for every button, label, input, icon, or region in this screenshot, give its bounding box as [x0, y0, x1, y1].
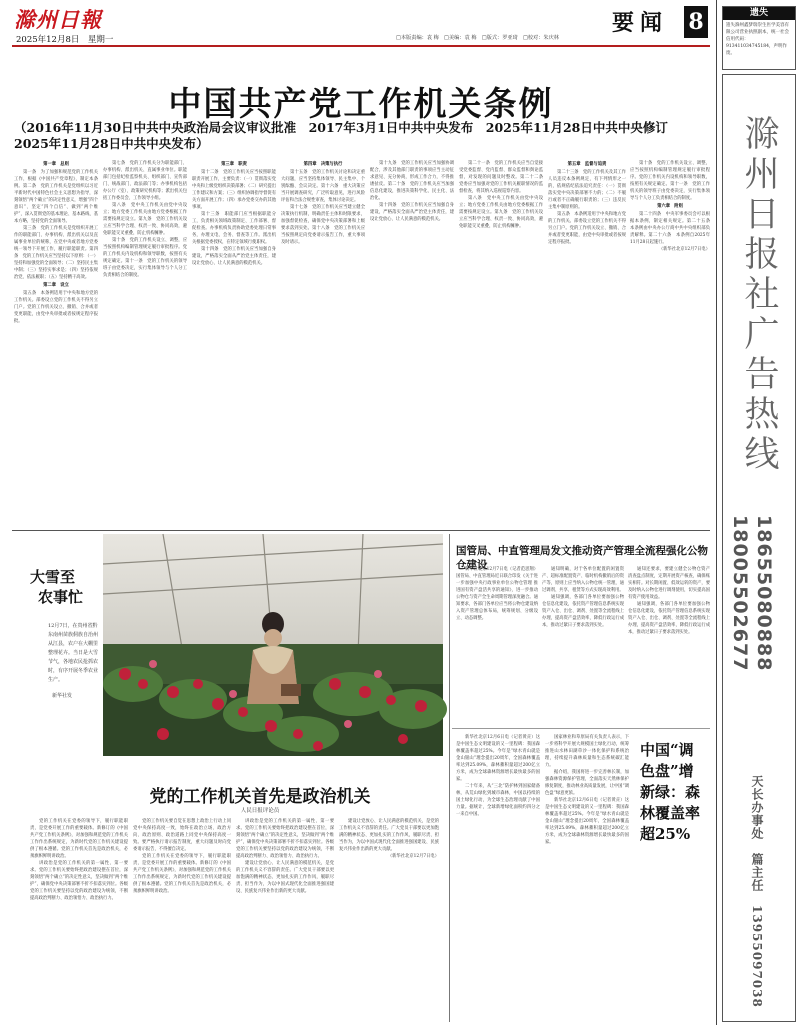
main-col-3	[192, 160, 276, 528]
article-text: 第十四条 党的工作机关应当加强自身建设，严格落实全面从严治党主体责任，建设让党放心、让人民满意的模范机关。	[370, 203, 454, 222]
right-col-divider	[449, 534, 450, 1022]
chapter-heading: 第四章 决策与执行	[303, 162, 343, 167]
article-text: 党的工作机关在党委的领导下，履行职能职责，是党委开展工作的重要载体。新修订的《中国共产党工作机关条例》，对加强和规范党的工作机关工作作出系统规定，为新时代党的工作机关建设提供了根本遵循。党的工作机关首先是政治机关，必须旗帜鲜明讲政治。	[30, 819, 128, 859]
article-text: 第十四条 党的工作机关应当加强自身建设，严格落实全面从严治党主体责任，建设让党放心、让人民满意的模范机关。	[192, 247, 276, 266]
article-text: 新华社北京12月7日电（记者范思翔）国管局、中直管理局近日联合印发《关于进一步加强中央行政事业单位公物仓管理 推进国有资产盘活共享的通知》，进一步推动公物仓与资产全生命周期管理深度融合。通知要求，各部门各单位应当将公物仓建设纳入资产管理总体布局，统筹规划、分级设立、动态调整。	[456, 567, 538, 621]
phone-number-2: 18005502677	[729, 515, 751, 672]
article-text: 第十九条 党的工作机关应当加强协调配合，涉及其他部门职责的事项应当主动征求意见、充分协商，形成工作合力，不得推诿扯皮。第二十条 党的工作机关应当加强信息化建设，推进决策科学化、民主化、法治化。	[370, 161, 454, 201]
article-text: 第一条 为了加强和规范党的工作机关工作，根据《中国共产党章程》，制定本条例。第二条 党的工作机关是党组织以习近平新时代中国特色社会主义思想为指导，深刻领悟“两个确立”的决定性意义，增强“四个意识”、坚定“四个自信”、做到“两个维护”，深入贯彻党的基本理论、基本路线、基本方略，坚持党的全面领导。	[14, 170, 98, 224]
article-text: 第五条 本条例适用于中央和地方党的工作机关。部委设立党的工作机关不得另立门户。党的工作机关设立、撤销、合并或者变更职能，由党中央审批或者按规定程序报批。	[14, 291, 98, 324]
article-text: 第十五条 党的工作机关讨论和决定重大问题，应当坚持集体领导、民主集中、个别酝酿、会议决定。第十六条 重大决策应当开展调查研究，广泛听取意见，进行风险评估和合法合规性审查，集体讨论决定。	[281, 170, 365, 203]
article-text: 通知强调，各部门各单位要加强公物仓信息化建设，依托资产管理信息系统实现资产入仓、出仓、调剂、处置等全流程线上办理，提高资产盘活效率，降低行政运行成本，推动过紧日子要求落到实处。	[628, 602, 710, 635]
source-line: （新华社北京12月7日电）	[387, 854, 439, 859]
section-name: 要闻	[612, 10, 669, 36]
article-text: 第五条 本条例适用于中央和地方党的工作机关。部委设立党的工作机关不得另立门户。党的工作机关设立、撤销、合并或者变更职能，由党中央审批或者按规定程序报批。	[548, 212, 626, 245]
masthead-rule	[12, 45, 710, 47]
forest-title: 中国“调色盘”增新绿：森林覆盖率超25%	[640, 741, 701, 843]
article-text: 第三条 党的工作机关是党组织开展工作的职能部门、办事机构、派出机关以及直属事业单位的统称，在党中央或者地方党委统一领导下开展工作，履行职能职责。第四条 党的工作机关应当坚持以下原则：（一）坚持和加强党的全面领导；（二）坚持民主集中制；（三）坚持实事求是；（四）坚持依规治党、依法履职；（五）坚持精干高效。	[14, 226, 98, 280]
date-line: 2025年12月8日 星期一	[16, 35, 114, 45]
politics-col-1	[30, 818, 128, 1020]
article-text: 建设让党放心、让人民满意的模范机关，是党的工作机关义不容辞的责任。广大党员干部要以更加饱满的精神状态、更加扎实的工作作风，履职尽责、担当作为，为以中国式现代化全面推进强国建设、民族复兴伟业作出新的更大贡献。	[339, 819, 439, 852]
chapter-heading: 第一章 总则	[43, 162, 69, 167]
forest-col-1	[456, 734, 540, 1022]
ndrc-col-2	[542, 566, 624, 724]
politics-col-2	[133, 818, 231, 1020]
greenhouse-flowers-photo	[103, 534, 443, 756]
main-col-6	[459, 160, 548, 528]
main-col-7	[548, 160, 626, 528]
photo-heading-1: 大雪至	[30, 568, 76, 586]
article-text: 新华社北京12月6日电（记者黄垚）这是中国生态文明建设的又一里程碑：我国森林覆盖率超过25%。今年是“绿水青山就是金山银山”理念提出20周年，全国森林覆盖率达到25.09%，森林蓄积量超过200亿立方米，成为全球森林资源增长最快最多的国家。	[545, 798, 629, 845]
article-text: 第十七条 党的工作机关应当建立健全决策执行机制，明确责任主体和时限要求，加强督促检查，确保党中央决策部署和上级要求落到实处。第十八条 党的工作机关应当按照规定向党委请示报告工作，重大事项及时请示。	[281, 205, 365, 245]
photo-caption: 12月7日，在贵州省黔东南州苗族侗族自治州从江县，农户在大棚里整理花卉。当日是大雪节气，各地农民抢抓农时，有序开展冬季农业生产。	[48, 623, 99, 683]
ad-box	[722, 74, 796, 1022]
office-label: 天长办事处 篇主任 13955097038	[750, 775, 764, 1008]
article-text: 讲政治是党的工作机关的第一属性、第一要求。党的工作机关要始终把政治建设摆在首位，深刻领悟“两个确立”的决定性意义，坚决做到“两个维护”，确保党中央决策部署不折不扣落实到位。各级党的工作机关要坚持以党的政治建设为统领，不断提高政治判断力、政治领悟力、政治执行力。	[30, 861, 128, 901]
chapter-heading: 第二章 设立	[43, 283, 69, 288]
source-line: （新华社北京12月7日电）	[658, 247, 710, 252]
article-text: 新华社北京12月6日电（记者黄垚）这是中国生态文明建设的又一里程碑：我国森林覆盖率超过25%。今年是“绿水青山就是金山银山”理念提出20周年，全国森林覆盖率达到25.09%，森林蓄积量超过200亿立方米，成为全球森林资源增长最快最多的国家。	[456, 735, 540, 782]
main-col-8	[630, 160, 715, 528]
photo-credit: 新华社发	[52, 693, 73, 699]
article-text: 党的工作机关在党委的领导下，履行职能职责，是党委开展工作的重要载体。新修订的《中国共产党工作机关条例》，对加强和规范党的工作机关工作作出系统规定，为新时代党的工作机关建设提供了根本遵循。党的工作机关首先是政治机关，必须旗帜鲜明讲政治。	[133, 854, 231, 894]
ad-title: 滁州日报社广告热线	[739, 115, 779, 475]
paper-logo	[14, 4, 124, 32]
article-text: 通知强调，各部门各单位要加强公物仓信息化建设，依托资产管理信息系统实现资产入仓、出仓、调剂、处置等全流程线上办理，提高资产盘活效率，降低行政运行成本，推动过紧日子要求落到实处。	[542, 595, 624, 628]
news-photo	[103, 534, 443, 756]
forest-col-2	[545, 734, 629, 1022]
article-text: 第二十四条 中央军事委员会可以根据本条例，制定相关规定。第二十五条 本条例由中央办公厅商中共中央组织部负责解释。第二十六条 本条例自2025年11月28日起施行。	[630, 212, 715, 245]
lost-notice-box	[722, 6, 796, 70]
article-text: 二十年来，从“三北”防护林到国家储备林，从荒山绿化到城市森林，中国以持续的国土绿化行动，为全球生态治理贡献了中国力量。据统计，全球新增绿化面积约四分之一来自中国。	[456, 784, 540, 817]
article-text: 通知还要求，要建立健全公物仓资产清查盘点制度，定期开展资产核查，确保账实相符。对长期闲置、低效运转的资产，要及时纳入公物仓进行调剂使用，切实提高国有资产使用效益。	[628, 567, 710, 600]
paper-name: 滁州日報	[14, 7, 102, 32]
article-text: 第七条 党的工作机关分为职能部门、办事机构、派出机关、直属事业单位。职能部门包括纪检监察机关、组织部门、宣传部门、统战部门、政法部门等；办事机构包括办公厅（室）、政策研究机构等；派出机关包括工作委员会、工作领导小组。	[103, 161, 187, 201]
article-text: 通知明确，对于各单位配置的闲置资产、超标准配置资产、临时机构撤销后的资产等，原则上应当纳入公物仓统一管理，通过调剂、共享、租赁等方式实现高效利用。	[542, 567, 624, 593]
meta-line: □本版责编：袁 梅 □美编：袁 梅 □版式：罗亚琦 □校对：朱庆林	[396, 35, 559, 41]
page-number: 8	[688, 9, 704, 35]
article-text: 讲政治是党的工作机关的第一属性、第一要求。党的工作机关要始终把政治建设摆在首位，深刻领悟“两个确立”的决定性意义，坚决做到“两个维护”，确保党中央决策部署不折不扣落实到位。各级党的工作机关要坚持以党的政治建设为统领，不断提高政治判断力、政治领悟力、政治执行力。	[236, 819, 334, 859]
article-text: 第十三条 职能部门应当根据职能分工，负责相关领域政策制定、工作部署、督促检查。办事机构负责协助党委处理日常事务，办理文电、会务、督查等工作。派出机关根据党委授权，在特定领域行使职权。	[192, 212, 276, 245]
photo-heading-2: 农事忙	[38, 588, 84, 606]
main-title: 中国共产党工作机关条例	[168, 84, 554, 123]
main-col-2	[103, 160, 187, 528]
lost-text: 遗失滁州鑫梦瑞崇生医学美容有限公司营业执照副本，统一社会信用代码：913411034745184，声明作废。	[726, 23, 789, 56]
article-text: 党的工作机关要自觉在思想上政治上行动上同党中央保持高度一致，始终在政治立场、政治方向、政治原则、政治道路上同党中央保持高度一致。要严格执行请示报告制度，重大问题及时向党委请示报告，不得擅自决定。	[133, 819, 231, 852]
chapter-heading: 第三章 职责	[221, 162, 247, 167]
ndrc-col-1	[456, 566, 538, 724]
section-divider	[12, 530, 710, 531]
page-number-box	[684, 6, 708, 38]
phone-number-1: 18655080888	[753, 515, 775, 672]
article-text: 国家林业和草原局有关负责人表示，下一步将科学开展大规模国土绿化行动，统筹推进山水林田湖草沙一体化保护和系统治理，持续提升森林质量和生态系统碳汇能力。	[545, 735, 629, 768]
politics-col-3	[236, 818, 334, 1020]
politics-title: 党的工作机关首先是政治机关	[149, 787, 371, 807]
politics-byline: 人民日报评论员	[240, 808, 280, 814]
article-text: 第十条 党的工作机关设立、调整，应当按照机构编制管理规定履行审批程序。党的工作机关内设机构和领导职数，按照有关规定确定。第十一条 党的工作机关的领导班子由党委决定，实行集体领导与个人分工负责相结合的制度。	[103, 238, 187, 278]
article-text: 第十二条 党的工作机关应当按照职能职责开展工作，主要负责：（一）贯彻落实党中央和上级党组织决策部署；（二）研究提出工作建议和方案；（三）组织协调指导督促有关方面开展工作；（四）承办党委交办的其他事项。	[192, 170, 276, 210]
main-col-5	[370, 160, 454, 528]
article-text: 第八条 党中央工作机关由党中央设立；地方党委工作机关由地方党委根据工作需要按规定设立。第九条 党的工作机关设立应当科学合理、权责一致、协同高效，避免职能交叉重叠，防止机构臃肿。	[459, 196, 543, 229]
article-text: 第八条 党中央工作机关由党中央设立；地方党委工作机关由地方党委根据工作需要按规定设立。第九条 党的工作机关设立应当科学合理、权责一致、协同高效，避免职能交叉重叠，防止机构臃肿。	[103, 203, 187, 236]
politics-col-4	[339, 818, 439, 1020]
sidebar-divider	[716, 0, 717, 1025]
lost-heading: 遗失	[723, 7, 795, 20]
article-text: 第二十一条 党的工作机关应当自觉接受党委监督、党内监督、群众监督和舆论监督，对发现的问题及时整改。第二十二条 党委应当加强对党的工作机关履职情况的监督检查，将其纳入巡视巡察内容。	[459, 161, 548, 194]
section-divider	[452, 728, 710, 729]
chapter-heading: 第五章 监督与追责	[567, 162, 607, 167]
ndrc-title: 国管局、中直管理局发文推动资产管理全流程强化公物仓建设	[456, 545, 708, 571]
main-col-1	[14, 160, 98, 528]
main-subtitle: （2016年11月30日中共中央政治局会议审议批准 2017年3月1日中共中央发布 2025年11月28日中共中央修订 2025年11月28日中共中央发布）	[14, 120, 681, 151]
article-text: 第十条 党的工作机关设立、调整，应当按照机构编制管理规定履行审批程序。党的工作机关内设机构和领导职数，按照有关规定确定。第十一条 党的工作机关的领导班子由党委决定，实行集体领导与个人分工负责相结合的制度。	[630, 161, 710, 201]
article-text: 据介绍，我国将进一步完善林长制，加强森林资源保护管理，全面落实天然林保护修复制度，推动林业高质量发展，让中国“调色盘”绿意更浓。	[545, 770, 629, 796]
ndrc-col-3	[628, 566, 710, 724]
article-text: 建设让党放心、让人民满意的模范机关，是党的工作机关义不容辞的责任。广大党员干部要以更加饱满的精神状态、更加扎实的工作作风，履职尽责、担当作为，为以中国式现代化全面推进强国建设、民族复兴伟业作出新的更大贡献。	[236, 861, 334, 894]
main-col-4	[281, 160, 365, 528]
chapter-heading: 第六章 附则	[657, 204, 683, 209]
article-text: 第二十三条 党的工作机关及其工作人员违反本条例规定，有下列情形之一的，依规依纪依法追究责任：（一）贯彻落实党中央决策部署不力的；（二）不履行或者不正确履行职责的；（三）违反民主集中制原则的。	[548, 170, 626, 210]
